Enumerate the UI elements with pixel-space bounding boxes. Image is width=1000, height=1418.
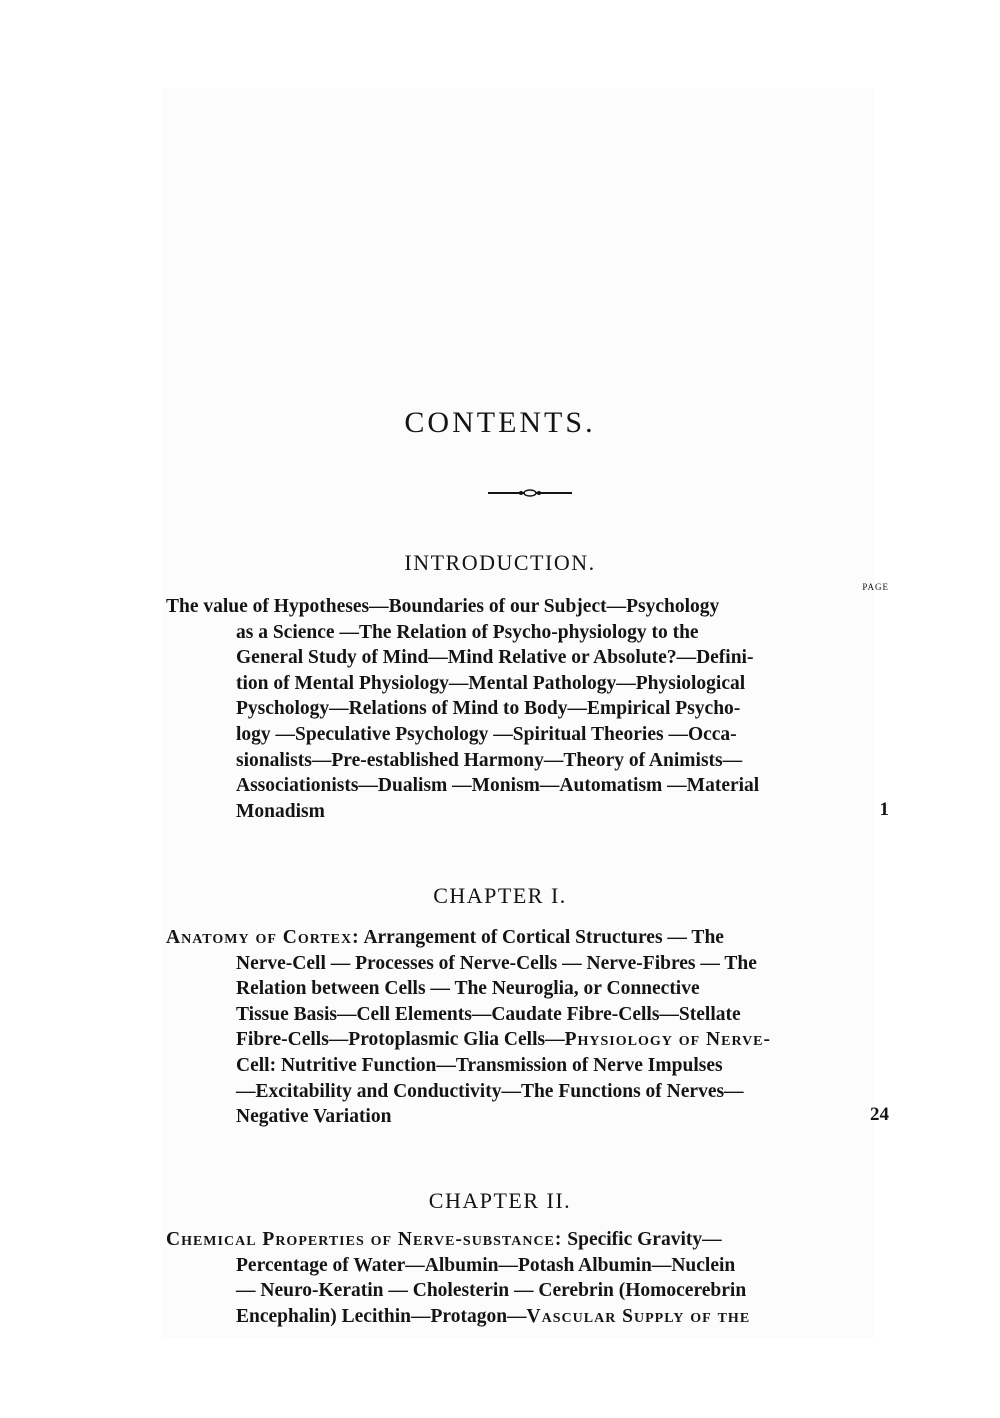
section-heading-chapter-1: CHAPTER I.: [433, 883, 567, 908]
page-column-label: PAGE: [862, 582, 889, 592]
toc-line: Percentage of Water—Albumin—Potash Albumin—Nuclein: [236, 1254, 736, 1276]
toc-line: Relation between Cells — The Neuroglia, or Connective: [236, 978, 700, 1000]
page-number: 1: [879, 799, 889, 820]
section-heading-chapter-2: CHAPTER II.: [428, 1188, 572, 1213]
page-title: CONTENTS.: [404, 406, 596, 439]
toc-line: Specific Gravity—: [567, 1229, 722, 1250]
entry-lead: Chemical Properties of Nerve-substance:: [166, 1229, 563, 1250]
toc-line: Arrangement of Cortical Structures — The: [363, 927, 724, 948]
toc-line: Encephalin) Lecithin—Protagon—: [236, 1305, 527, 1327]
toc-line: Tissue Basis—Cell Elements—Caudate Fibre-Cells—Stellate: [236, 1003, 741, 1025]
toc-line: Pyschology—Relations of Mind to Body—Empirical Psycho-: [236, 698, 741, 720]
toc-line: Cell: Nutritive Function—Transmission of Nerve Impulses: [236, 1054, 723, 1076]
toc-entry-chapter-1: [166, 925, 846, 1130]
toc-line: logy —Speculative Psychology —Spiritual Theories —Occa-: [236, 723, 737, 745]
entry-lead: Anatomy of Cortex:: [166, 927, 360, 948]
toc-line: Fibre-Cells—Protoplasmic Glia Cells—: [236, 1029, 565, 1051]
toc-line: Nerve-Cell — Processes of Nerve-Cells — Nerve-Fibres — The: [236, 952, 757, 974]
toc-entry-introduction: [166, 594, 846, 824]
toc-line: as a Science —The Relation of Psycho-physiology to the: [236, 621, 699, 643]
section-heading-introduction: INTRODUCTION.: [404, 550, 596, 575]
toc-line: —Excitability and Conductivity—The Functions of Nerves—: [236, 1080, 744, 1102]
toc-line: The value of Hypotheses—Boundaries of our Subject—Psychology: [166, 596, 720, 617]
toc-line: General Study of Mind—Mind Relative or Absolute?—Defini-: [236, 647, 754, 669]
toc-line: sionalists—Pre-established Harmony—Theory of Animists—: [236, 749, 743, 771]
toc-line: Monadism: [236, 800, 325, 822]
toc-line: tion of Mental Physiology—Mental Pathology—Physiological: [236, 672, 746, 694]
page-number: 24: [870, 1104, 889, 1125]
toc-line: — Neuro-Keratin — Cholesterin — Cerebrin (Homocerebrin: [236, 1280, 747, 1302]
entry-inline-heading: Vascular Supply of the: [526, 1305, 751, 1327]
divider-ornament: [488, 486, 572, 500]
entry-inline-heading: Physiology of Nerve-: [564, 1029, 772, 1051]
toc-line: Associationists—Dualism —Monism—Automatism —Material: [236, 775, 760, 797]
toc-entry-chapter-2: [166, 1227, 846, 1329]
toc-line: Negative Variation: [236, 1106, 392, 1128]
